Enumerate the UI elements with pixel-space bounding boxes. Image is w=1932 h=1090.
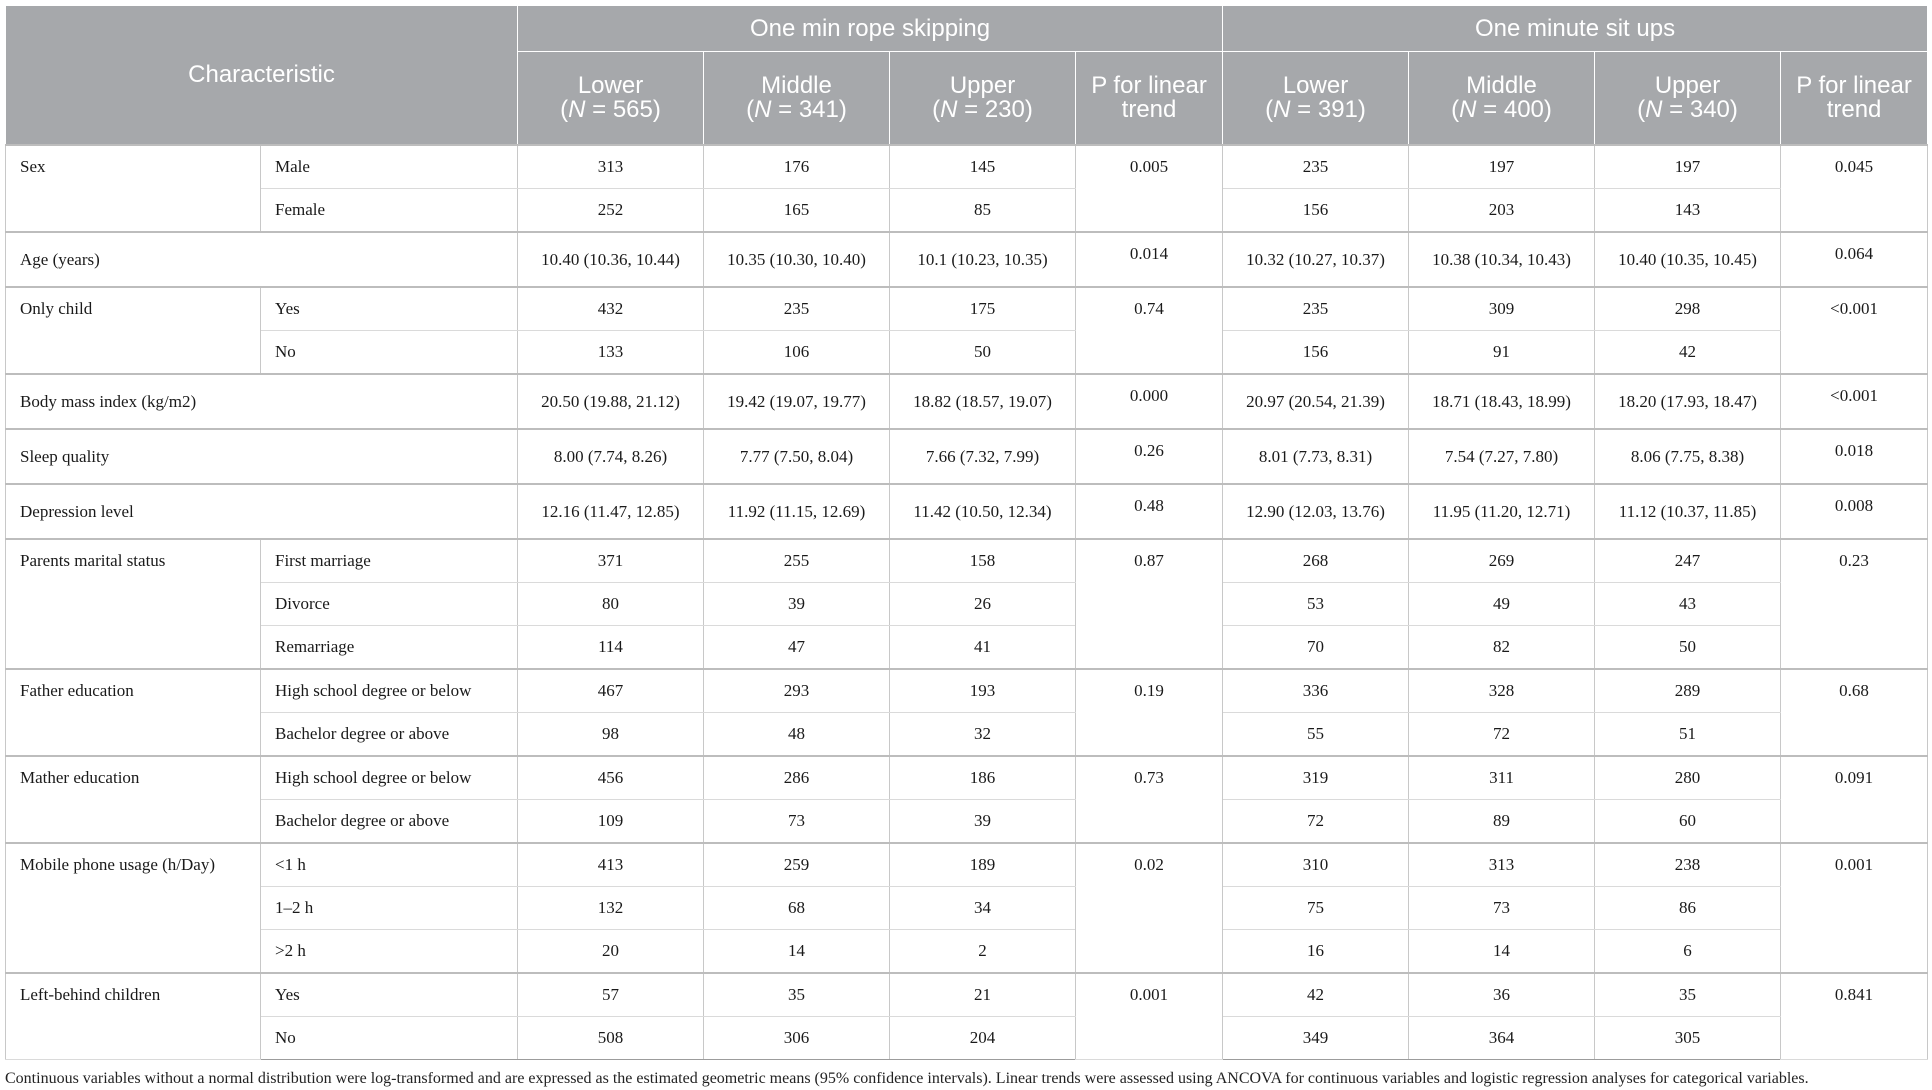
cell-rope-skipping: 11.42 (10.50, 12.34) [890,484,1076,539]
row-sublabel: <1 h [261,843,518,887]
cell-rope-skipping: 109 [518,800,704,844]
cell-sit-ups: 36 [1409,973,1595,1017]
p-trend-sit-ups: 0.001 [1781,843,1928,973]
header-group-sit-ups: One minute sit ups [1223,6,1928,52]
cell-rope-skipping: 508 [518,1017,704,1060]
cell-rope-skipping: 7.77 (7.50, 8.04) [704,429,890,484]
table-footnote: Continuous variables without a normal distribution were log-transformed and are expressed as the estimated geometric means (95% confidence intervals). Linear trends were assessed using ANCOVA for continuous variables and logistic regression analyses for categorical variables. [5,1070,1809,1087]
table-row [6,713,1928,757]
cell-rope-skipping: 10.35 (10.30, 10.40) [704,232,890,287]
cell-sit-ups: 55 [1223,713,1409,757]
cell-sit-ups: 91 [1409,331,1595,375]
cell-sit-ups: 8.01 (7.73, 8.31) [1223,429,1409,484]
row-label: Father education [6,669,261,756]
cell-sit-ups: 235 [1223,287,1409,331]
cell-rope-skipping: 98 [518,713,704,757]
row-sublabel: Remarriage [261,626,518,670]
cell-rope-skipping: 26 [890,583,1076,626]
cell-sit-ups: 10.38 (10.34, 10.43) [1409,232,1595,287]
header-characteristic: Characteristic [6,6,518,146]
p-trend-rope-skipping: 0.001 [1076,973,1223,1060]
p-trend-sit-ups: <0.001 [1781,287,1928,374]
cell-rope-skipping: 306 [704,1017,890,1060]
cell-sit-ups: 14 [1409,930,1595,974]
cell-sit-ups: 197 [1409,145,1595,189]
table-header [6,6,1928,146]
cell-sit-ups: 51 [1595,713,1781,757]
header-col: Lower (N = 391) [1223,52,1409,146]
row-label: Only child [6,287,261,374]
cell-sit-ups: 72 [1409,713,1595,757]
p-trend-sit-ups: <0.001 [1781,374,1928,429]
cell-rope-skipping: 175 [890,287,1076,331]
row-sublabel: Divorce [261,583,518,626]
row-label: Parents marital status [6,539,261,669]
cell-sit-ups: 280 [1595,756,1781,800]
cell-rope-skipping: 21 [890,973,1076,1017]
row-label: Body mass index (kg/m2) [6,374,518,429]
row-sublabel: Yes [261,973,518,1017]
cell-rope-skipping: 7.66 (7.32, 7.99) [890,429,1076,484]
row-sublabel: Yes [261,287,518,331]
row-sublabel: Bachelor degree or above [261,713,518,757]
cell-sit-ups: 336 [1223,669,1409,713]
cell-rope-skipping: 8.00 (7.74, 8.26) [518,429,704,484]
cell-sit-ups: 86 [1595,887,1781,930]
cell-sit-ups: 50 [1595,626,1781,670]
cell-rope-skipping: 10.1 (10.23, 10.35) [890,232,1076,287]
cell-rope-skipping: 39 [704,583,890,626]
cell-sit-ups: 156 [1223,331,1409,375]
cell-sit-ups: 319 [1223,756,1409,800]
header-col: Middle (N = 400) [1409,52,1595,146]
cell-sit-ups: 11.12 (10.37, 11.85) [1595,484,1781,539]
cell-sit-ups: 60 [1595,800,1781,844]
row-label: Age (years) [6,232,518,287]
cell-rope-skipping: 252 [518,189,704,233]
cell-sit-ups: 305 [1595,1017,1781,1060]
cell-rope-skipping: 106 [704,331,890,375]
p-trend-sit-ups: 0.68 [1781,669,1928,756]
row-sublabel: >2 h [261,930,518,974]
cell-rope-skipping: 371 [518,539,704,583]
cell-rope-skipping: 293 [704,669,890,713]
cell-sit-ups: 268 [1223,539,1409,583]
table-row [6,626,1928,670]
p-trend-sit-ups: 0.018 [1781,429,1928,484]
cell-rope-skipping: 85 [890,189,1076,233]
cell-rope-skipping: 57 [518,973,704,1017]
cell-rope-skipping: 259 [704,843,890,887]
row-sublabel: Bachelor degree or above [261,800,518,844]
characteristics-table [5,5,1928,1060]
cell-sit-ups: 143 [1595,189,1781,233]
cell-sit-ups: 20.97 (20.54, 21.39) [1223,374,1409,429]
cell-sit-ups: 269 [1409,539,1595,583]
p-trend-rope-skipping: 0.02 [1076,843,1223,973]
cell-rope-skipping: 14 [704,930,890,974]
cell-sit-ups: 328 [1409,669,1595,713]
p-trend-rope-skipping: 0.19 [1076,669,1223,756]
cell-rope-skipping: 39 [890,800,1076,844]
cell-rope-skipping: 189 [890,843,1076,887]
cell-rope-skipping: 20.50 (19.88, 21.12) [518,374,704,429]
cell-sit-ups: 238 [1595,843,1781,887]
cell-rope-skipping: 19.42 (19.07, 19.77) [704,374,890,429]
cell-sit-ups: 311 [1409,756,1595,800]
table-row [6,429,1928,484]
row-sublabel: No [261,331,518,375]
row-label: Sleep quality [6,429,518,484]
table-row [6,930,1928,974]
table-row [6,973,1928,1017]
cell-sit-ups: 73 [1409,887,1595,930]
cell-rope-skipping: 313 [518,145,704,189]
p-trend-sit-ups: 0.064 [1781,232,1928,287]
cell-rope-skipping: 32 [890,713,1076,757]
p-trend-rope-skipping: 0.005 [1076,145,1223,232]
cell-sit-ups: 16 [1223,930,1409,974]
cell-rope-skipping: 186 [890,756,1076,800]
p-trend-sit-ups: 0.008 [1781,484,1928,539]
cell-rope-skipping: 432 [518,287,704,331]
cell-rope-skipping: 467 [518,669,704,713]
cell-rope-skipping: 456 [518,756,704,800]
p-trend-rope-skipping: 0.74 [1076,287,1223,374]
cell-rope-skipping: 2 [890,930,1076,974]
p-trend-sit-ups: 0.841 [1781,973,1928,1060]
header-p-trend: P for linear trend [1781,52,1928,146]
cell-sit-ups: 197 [1595,145,1781,189]
row-sublabel: High school degree or below [261,669,518,713]
row-label: Mobile phone usage (h/Day) [6,843,261,973]
header-col: Lower (N = 565) [518,52,704,146]
table-row [6,800,1928,844]
cell-sit-ups: 72 [1223,800,1409,844]
cell-rope-skipping: 20 [518,930,704,974]
cell-sit-ups: 10.40 (10.35, 10.45) [1595,232,1781,287]
cell-rope-skipping: 10.40 (10.36, 10.44) [518,232,704,287]
cell-rope-skipping: 48 [704,713,890,757]
row-sublabel: Male [261,145,518,189]
cell-sit-ups: 49 [1409,583,1595,626]
row-label: Mather education [6,756,261,843]
cell-rope-skipping: 34 [890,887,1076,930]
cell-rope-skipping: 133 [518,331,704,375]
table-row [6,287,1928,331]
row-label: Depression level [6,484,518,539]
cell-rope-skipping: 176 [704,145,890,189]
cell-sit-ups: 12.90 (12.03, 13.76) [1223,484,1409,539]
cell-rope-skipping: 204 [890,1017,1076,1060]
cell-rope-skipping: 286 [704,756,890,800]
header-group-rope-skipping: One min rope skipping [518,6,1223,52]
table-row [6,331,1928,375]
cell-sit-ups: 298 [1595,287,1781,331]
row-sublabel: First marriage [261,539,518,583]
table-row [6,232,1928,287]
cell-sit-ups: 309 [1409,287,1595,331]
cell-rope-skipping: 35 [704,973,890,1017]
header-p-trend: P for linear trend [1076,52,1223,146]
cell-rope-skipping: 145 [890,145,1076,189]
cell-sit-ups: 289 [1595,669,1781,713]
cell-sit-ups: 53 [1223,583,1409,626]
cell-rope-skipping: 68 [704,887,890,930]
row-sublabel: Female [261,189,518,233]
cell-sit-ups: 82 [1409,626,1595,670]
cell-sit-ups: 364 [1409,1017,1595,1060]
table-row [6,843,1928,887]
p-trend-rope-skipping: 0.014 [1076,232,1223,287]
p-trend-rope-skipping: 0.73 [1076,756,1223,843]
table-row [6,145,1928,189]
row-label: Sex [6,145,261,232]
cell-sit-ups: 8.06 (7.75, 8.38) [1595,429,1781,484]
cell-sit-ups: 203 [1409,189,1595,233]
cell-rope-skipping: 11.92 (11.15, 12.69) [704,484,890,539]
cell-sit-ups: 35 [1595,973,1781,1017]
cell-rope-skipping: 158 [890,539,1076,583]
header-col: Upper (N = 340) [1595,52,1781,146]
table-row [6,374,1928,429]
cell-rope-skipping: 18.82 (18.57, 19.07) [890,374,1076,429]
cell-rope-skipping: 41 [890,626,1076,670]
p-trend-sit-ups: 0.045 [1781,145,1928,232]
cell-sit-ups: 313 [1409,843,1595,887]
cell-rope-skipping: 50 [890,331,1076,375]
row-sublabel: High school degree or below [261,756,518,800]
cell-sit-ups: 42 [1223,973,1409,1017]
p-trend-sit-ups: 0.23 [1781,539,1928,669]
cell-sit-ups: 11.95 (11.20, 12.71) [1409,484,1595,539]
table-row [6,669,1928,713]
table-row [6,189,1928,233]
cell-rope-skipping: 47 [704,626,890,670]
cell-rope-skipping: 12.16 (11.47, 12.85) [518,484,704,539]
table-row [6,484,1928,539]
cell-rope-skipping: 413 [518,843,704,887]
header-col: Upper (N = 230) [890,52,1076,146]
p-trend-rope-skipping: 0.87 [1076,539,1223,669]
cell-rope-skipping: 235 [704,287,890,331]
table-row [6,583,1928,626]
p-trend-sit-ups: 0.091 [1781,756,1928,843]
table-container [5,5,1927,1090]
cell-sit-ups: 349 [1223,1017,1409,1060]
row-sublabel: No [261,1017,518,1060]
header-col: Middle (N = 341) [704,52,890,146]
cell-sit-ups: 7.54 (7.27, 7.80) [1409,429,1595,484]
p-trend-rope-skipping: 0.26 [1076,429,1223,484]
cell-sit-ups: 235 [1223,145,1409,189]
cell-sit-ups: 6 [1595,930,1781,974]
table-body [6,145,1928,1060]
table-row [6,756,1928,800]
cell-rope-skipping: 73 [704,800,890,844]
cell-sit-ups: 18.20 (17.93, 18.47) [1595,374,1781,429]
cell-sit-ups: 42 [1595,331,1781,375]
p-trend-rope-skipping: 0.48 [1076,484,1223,539]
table-row [6,539,1928,583]
cell-sit-ups: 43 [1595,583,1781,626]
cell-sit-ups: 75 [1223,887,1409,930]
cell-sit-ups: 247 [1595,539,1781,583]
p-trend-rope-skipping: 0.000 [1076,374,1223,429]
row-label: Left-behind children [6,973,261,1060]
row-sublabel: 1–2 h [261,887,518,930]
cell-rope-skipping: 80 [518,583,704,626]
cell-sit-ups: 10.32 (10.27, 10.37) [1223,232,1409,287]
cell-sit-ups: 89 [1409,800,1595,844]
cell-sit-ups: 156 [1223,189,1409,233]
cell-rope-skipping: 165 [704,189,890,233]
table-row [6,887,1928,930]
cell-rope-skipping: 193 [890,669,1076,713]
cell-rope-skipping: 114 [518,626,704,670]
cell-rope-skipping: 132 [518,887,704,930]
cell-rope-skipping: 255 [704,539,890,583]
cell-sit-ups: 70 [1223,626,1409,670]
table-row [6,1017,1928,1060]
cell-sit-ups: 310 [1223,843,1409,887]
cell-sit-ups: 18.71 (18.43, 18.99) [1409,374,1595,429]
